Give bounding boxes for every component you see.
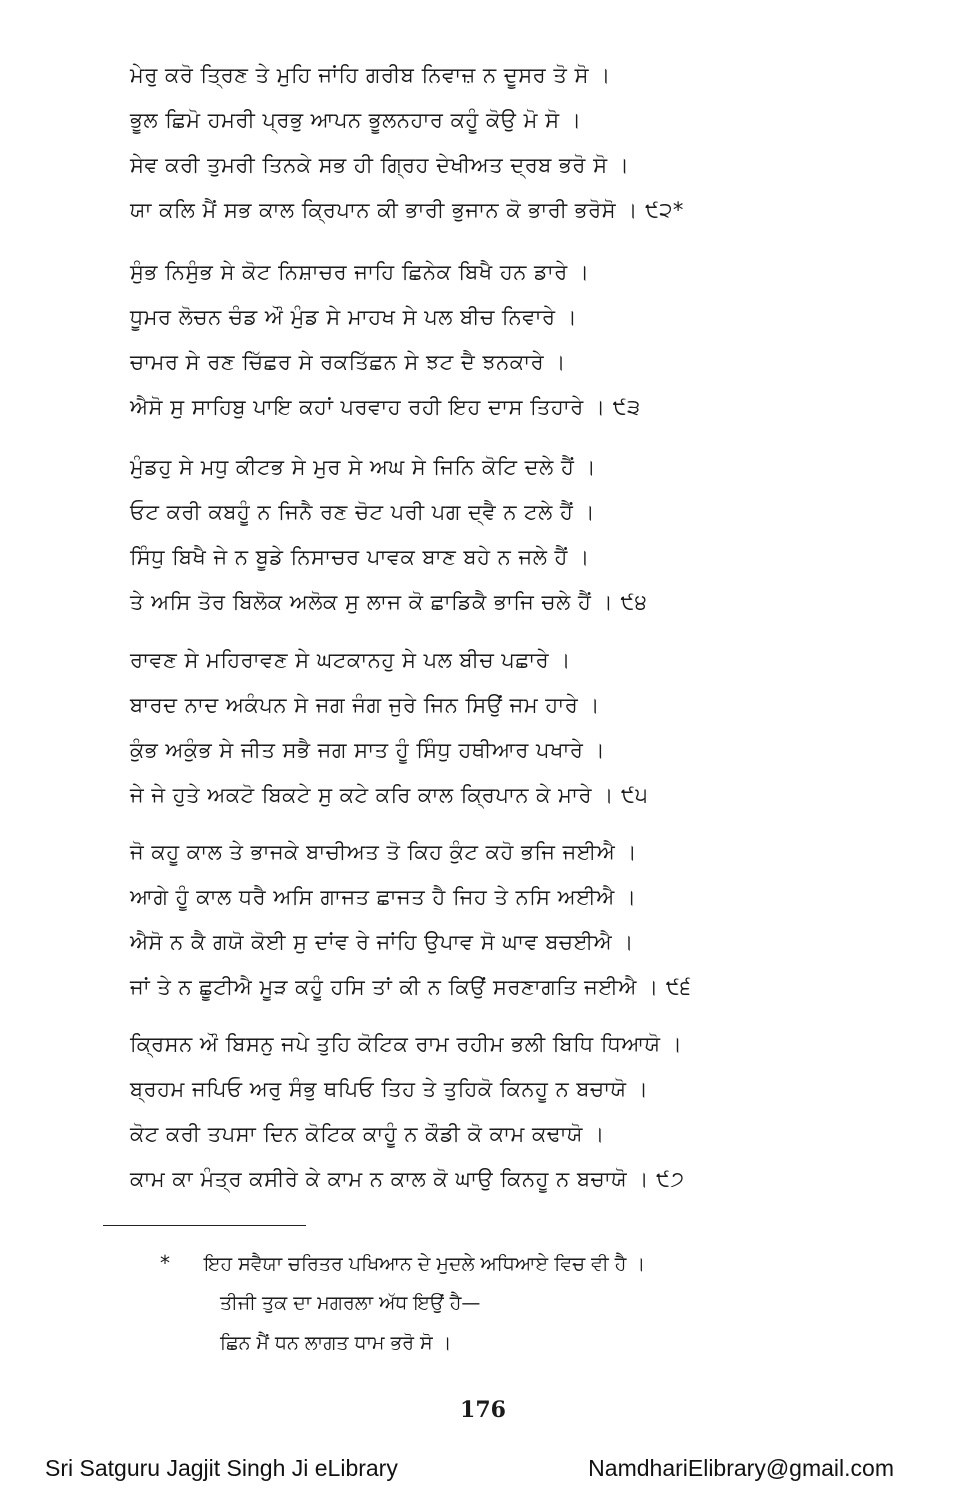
footnote-line: ਛਿਨ ਮੈਂ ਧਨ ਲਾਗਤ ਧਾਮ ਭਰੋ ਸੋ ।	[220, 1332, 452, 1354]
verse-line: ਮੁੰਡਹੁ ਸੇ ਮਧੁ ਕੀਟਭ ਸੇ ਮੁਰ ਸੇ ਅਘ ਸੇ ਜਿਨਿ ਕੋਟਿ ਦਲੇ ਹੈਂ ।	[130, 455, 597, 479]
verse-line: ਜੋ ਕਹੂ ਕਾਲ ਤੇ ਭਾਜਕੇ ਬਾਚੀਅਤ ਤੋ ਕਿਹ ਕੁੰਟ ਕਹੋ ਭਜਿ ਜਈਐ ।	[130, 840, 638, 864]
verse-line: ਕੁੰਭ ਅਕੁੰਭ ਸੇ ਜੀਤ ਸਭੈ ਜਗ ਸਾਤ ਹੂੰ ਸਿੰਧੁ ਹਥੀਆਰ ਪਖਾਰੇ ।	[130, 738, 606, 762]
footer	[0, 1455, 966, 1495]
footnote-divider	[103, 1225, 306, 1226]
library-name: Sri Satguru Jagjit Singh Ji eLibrary	[45, 1455, 398, 1481]
verse-line: ਆਗੇ ਹੂੰ ਕਾਲ ਧਰੈ ਅਸਿ ਗਾਜਤ ਛਾਜਤ ਹੈ ਜਿਹ ਤੇ ਨਸਿ ਅਈਐ ।	[130, 885, 637, 909]
verse-line: ਸਿੰਧੁ ਬਿਖੈ ਜੇ ਨ ਬੂਡੇ ਨਿਸਾਚਰ ਪਾਵਕ ਬਾਣ ਬਹੇ ਨ ਜਲੇ ਹੈਂ ।	[130, 545, 590, 569]
verse-line: ਓਟ ਕਰੀ ਕਬਹੂੰ ਨ ਜਿਨੈ ਰਣ ਚੋਟ ਪਰੀ ਪਗ ਦ੍ਵੈ ਨ ਟਲੇ ਹੈਂ ।	[130, 500, 596, 524]
verse-line: ਮੇਰੁ ਕਰੋ ਤ੍ਰਿਣ ਤੇ ਮੁਹਿ ਜਾਂਹਿ ਗਰੀਬ ਨਿਵਾਜ਼ ਨ ਦੂਸਰ ਤੋ ਸੋ ।	[130, 63, 611, 87]
footnote-line: ਤੀਜੀ ਤੁਕ ਦਾ ਮਗਰਲਾ ਅੱਧ ਇਉਂ ਹੈ—	[220, 1292, 481, 1314]
footnote-text: ਇਹ ਸਵੈਯਾ ਚਰਿਤਰ ਪਖਿਆਨ ਦੇ ਮੁਦਲੇ ਅਧਿਆਏ ਵਿਚ ਵੀ ਹੈ ।	[204, 1253, 646, 1275]
verse-line: ਐਸੋ ਨ ਕੈ ਗਯੋ ਕੋਈ ਸੁ ਦਾਂਵ ਰੇ ਜਾਂਹਿ ਉਪਾਵ ਸੋ ਘਾਵ ਬਚਈਐ ।	[130, 930, 634, 954]
stanza-97	[130, 1022, 850, 1202]
verse-line: ਕ੍ਰਿਸਨ ਔ ਬਿਸਨੁ ਜਪੇ ਤੁਹਿ ਕੋਟਿਕ ਰਾਮ ਰਹੀਮ ਭਲੀ ਬਿਧਿ ਧਿਆਯੋ ।	[130, 1032, 683, 1056]
verse-line: ਧੂਮਰ ਲੋਚਨ ਚੰਡ ਔ ਮੁੰਡ ਸੇ ਮਾਹਖ ਸੇ ਪਲ ਬੀਚ ਨਿਵਾਰੇ ।	[130, 305, 578, 329]
verse-line: ਭੂਲ ਛਿਮੋ ਹਮਰੀ ਪ੍ਰਭੁ ਆਪਨ ਭੂਲਨਹਾਰ ਕਹੂੰ ਕੋਉ ਮੋ ਸੋ ।	[130, 108, 582, 132]
stanza-96	[130, 830, 850, 1010]
footnote	[160, 1243, 840, 1363]
page-number: 176	[460, 1397, 506, 1423]
verse-line: ਬ੍ਰਹਮ ਜਪਿਓ ਅਰੁ ਸੰਭੁ ਥਪਿਓ ਤਿਹ ਤੇ ਤੁਹਿਕੋ ਕਿਨਹੂ ਨ ਬਚਾਯੋ ।	[130, 1077, 649, 1101]
stanza-92	[130, 53, 850, 233]
contact-email[interactable]: NamdhariElibrary@gmail.com	[588, 1455, 894, 1481]
verse-line: ਚਾਮਰ ਸੇ ਰਣ ਚਿੱਛਰ ਸੇ ਰਕਤਿੱਛਨ ਸੇ ਝਟ ਦੈ ਝਨਕਾਰੇ ।	[130, 350, 566, 374]
stanza-94	[130, 445, 850, 625]
verse-line: ਜੇ ਜੇ ਹੁਤੇ ਅਕਟੋ ਬਿਕਟੇ ਸੁ ਕਟੇ ਕਰਿ ਕਾਲ ਕ੍ਰਿਪਾਨ ਕੇ ਮਾਰੇ । ੯੫	[130, 783, 649, 807]
verse-line: ਸੁੰਭ ਨਿਸੁੰਭ ਸੇ ਕੋਟ ਨਿਸ਼ਾਚਰ ਜਾਹਿ ਛਿਨੇਕ ਬਿਖੈ ਹਨ ਡਾਰੇ ।	[130, 260, 590, 284]
stanza-93	[130, 250, 850, 430]
verse-line: ਕੋਟ ਕਰੀ ਤਪਸਾ ਦਿਨ ਕੋਟਿਕ ਕਾਹੂੰ ਨ ਕੌਡੀ ਕੋ ਕਾਮ ਕਢਾਯੋ ।	[130, 1122, 605, 1146]
verse-line: ਸੇਵ ਕਰੀ ਤੁਮਰੀ ਤਿਨਕੇ ਸਭ ਹੀ ਗ੍ਰਿਹ ਦੇਖੀਅਤ ਦ੍ਰਬ ਭਰੋ ਸੋ ।	[130, 153, 630, 177]
footnote-line	[160, 1243, 840, 1283]
verse-line: ਕਾਮ ਕਾ ਮੰਤ੍ਰ ਕਸੀਰੇ ਕੇ ਕਾਮ ਨ ਕਾਲ ਕੋ ਘਾਉ ਕਿਨਹੂ ਨ ਬਚਾਯੋ । ੯੭	[130, 1167, 685, 1191]
stanza-95	[130, 638, 850, 818]
verse-line: ਤੇ ਅਸਿ ਤੋਰ ਬਿਲੋਕ ਅਲੋਕ ਸੁ ਲਾਜ ਕੋ ਛਾਡਿਕੈ ਭਾਜਿ ਚਲੇ ਹੈਂ । ੯੪	[130, 590, 648, 614]
verse-line: ਯਾ ਕਲਿ ਮੈਂ ਸਭ ਕਾਲ ਕ੍ਰਿਪਾਨ ਕੀ ਭਾਰੀ ਭੁਜਾਨ ਕੋ ਭਾਰੀ ਭਰੋਸੋ । ੯੨*	[130, 198, 684, 222]
verse-line: ਬਾਰਦ ਨਾਦ ਅਕੰਪਨ ਸੇ ਜਗ ਜੰਗ ਜੁਰੇ ਜਿਨ ਸਿਉਂ ਜਮ ਹਾਰੇ ।	[130, 693, 601, 717]
verse-line: ਐਸੋ ਸੁ ਸਾਹਿਬੁ ਪਾਇ ਕਹਾਂ ਪਰਵਾਹ ਰਹੀ ਇਹ ਦਾਸ ਤਿਹਾਰੇ । ੯੩	[130, 395, 641, 419]
footnote-asterisk: *	[160, 1251, 170, 1275]
verse-line: ਜਾਂ ਤੇ ਨ ਛੂਟੀਐ ਮੂੜ ਕਹੂੰ ਹਸਿ ਤਾਂ ਕੀ ਨ ਕਿਉਂ ਸਰਣਾਗਤਿ ਜਈਐ । ੯੬	[130, 975, 692, 999]
verse-line: ਰਾਵਣ ਸੇ ਮਹਿਰਾਵਣ ਸੇ ਘਟਕਾਨਹੁ ਸੇ ਪਲ ਬੀਚ ਪਛਾਰੇ ।	[130, 648, 571, 672]
